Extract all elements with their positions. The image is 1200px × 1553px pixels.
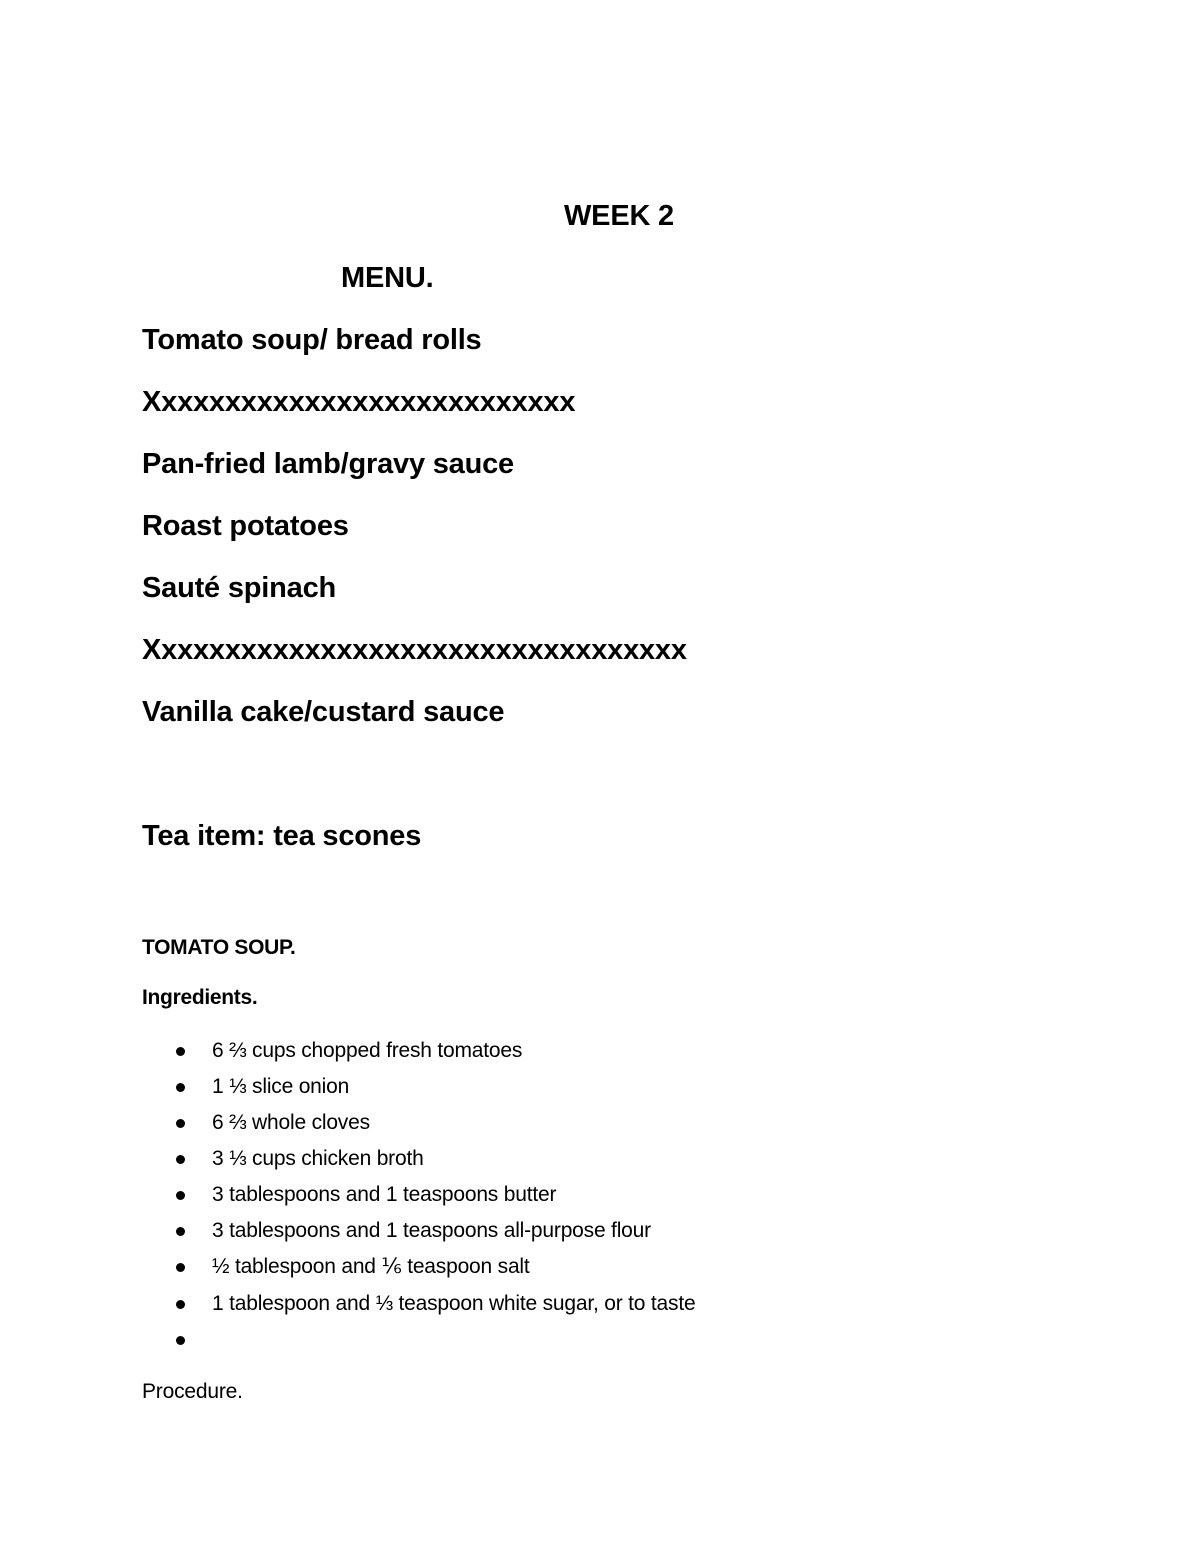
menu-title: MENU. <box>341 262 434 294</box>
tea-item: Tea item: tea scones <box>142 820 422 852</box>
bullet-icon <box>176 1263 185 1272</box>
menu-item-main: Pan-fried lamb/gravy sauce <box>142 448 514 480</box>
bullet-icon <box>176 1155 185 1164</box>
procedure-heading: Procedure. <box>142 1380 243 1403</box>
ingredient-text: 6 ⅔ whole cloves <box>212 1111 370 1134</box>
menu-item-starter: Tomato soup/ bread rolls <box>142 324 482 356</box>
ingredient-text: 1 tablespoon and ⅓ teaspoon white sugar, or to taste <box>212 1292 696 1315</box>
menu-item-side-potatoes: Roast potatoes <box>142 510 349 542</box>
ingredients-heading: Ingredients. <box>142 986 258 1009</box>
bullet-icon <box>176 1047 185 1056</box>
week-title: WEEK 2 <box>564 200 674 232</box>
ingredient-text: 1 ⅓ slice onion <box>212 1075 350 1098</box>
ingredient-text: 3 tablespoons and 1 teaspoons all-purpose flour <box>212 1219 651 1242</box>
bullet-icon <box>176 1300 185 1309</box>
ingredient-text: 3 ⅓ cups chicken broth <box>212 1147 424 1170</box>
ingredient-text: 3 tablespoons and 1 teaspoons butter <box>212 1183 557 1206</box>
menu-item-dessert: Vanilla cake/custard sauce <box>142 696 505 728</box>
menu-separator: Xxxxxxxxxxxxxxxxxxxxxxxxxxx <box>142 386 576 418</box>
menu-item-side-spinach: Sauté spinach <box>142 572 337 604</box>
bullet-icon <box>176 1083 185 1092</box>
recipe-title: TOMATO SOUP. <box>142 936 296 959</box>
menu-separator: Xxxxxxxxxxxxxxxxxxxxxxxxxxxxxxxxxx <box>142 634 687 666</box>
bullet-icon <box>176 1191 185 1200</box>
ingredient-text: 6 ⅔ cups chopped fresh tomatoes <box>212 1039 523 1062</box>
bullet-icon <box>176 1227 185 1236</box>
bullet-icon <box>176 1119 185 1128</box>
ingredient-text: ½ tablespoon and ⅙ teaspoon salt <box>212 1255 530 1278</box>
bullet-icon <box>176 1336 185 1345</box>
